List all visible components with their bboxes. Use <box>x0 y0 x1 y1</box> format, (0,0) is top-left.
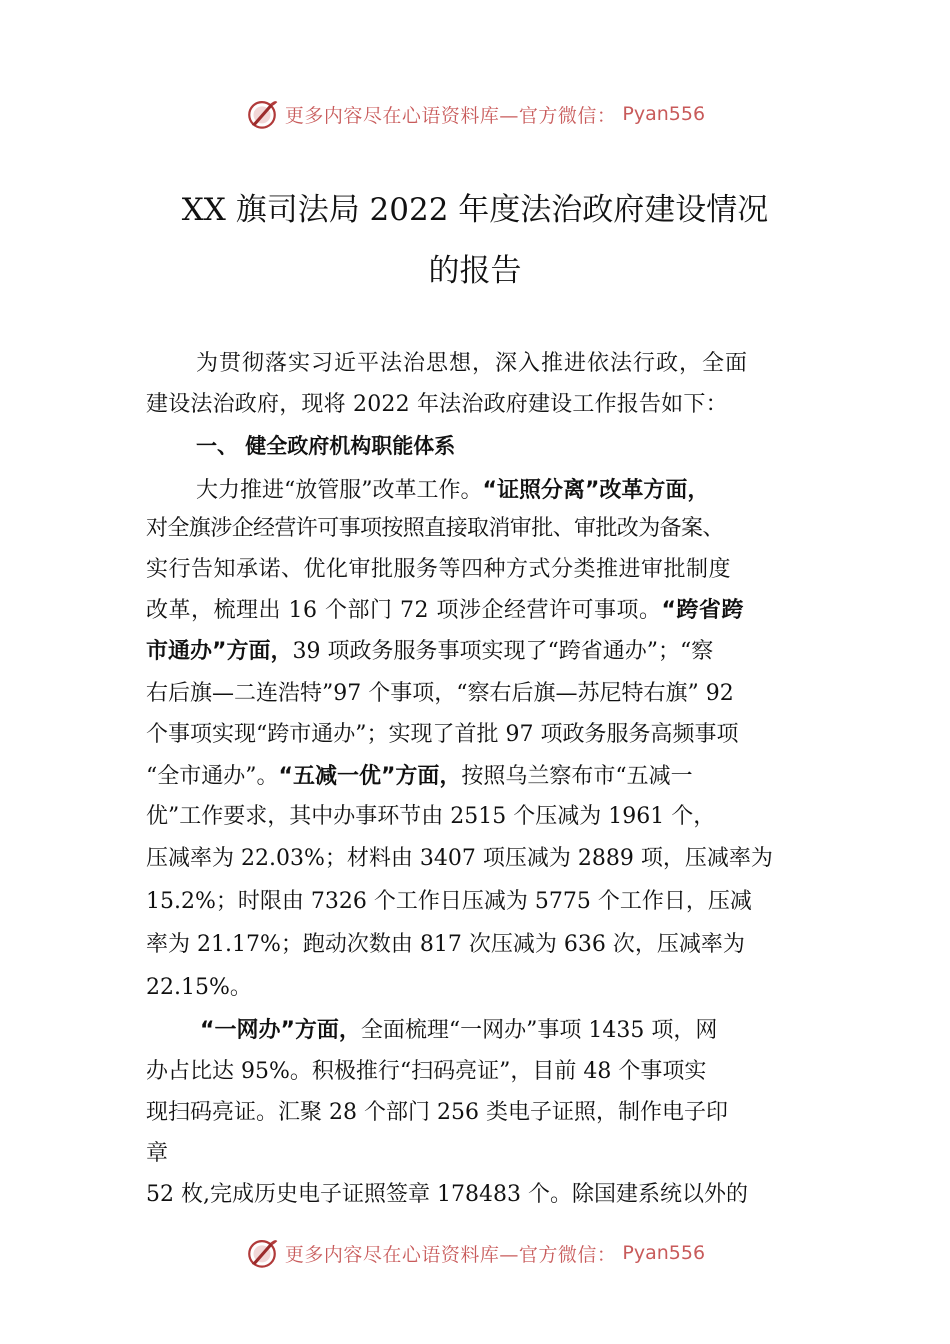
document-title-line-2: 的报告 <box>428 253 522 289</box>
body-line: 对全旗涉企经营许可事项按照直接取消审批、审批改为备案、 <box>146 516 724 541</box>
body-line: 实行告知承诺、优化审批服务等四种方式分类推进审批制度 <box>146 557 732 582</box>
body-line: 建设法治政府，现将 2022 年法治政府建设工作报告如下： <box>146 392 728 417</box>
body-line: 改革，梳理出 16 个部门 72 项涉企经营许可事项。“跨省跨 <box>146 598 744 623</box>
body-line: “一网办”方面，全面梳理“一网办”事项 1435 项，网 <box>200 1018 718 1043</box>
quill-seal-icon <box>245 97 279 131</box>
watermark-text: 更多内容尽在心语资料库—官方微信： <box>284 104 617 127</box>
bold-phrase: “证照分离”改革方面， <box>482 478 710 503</box>
body-line: 率为 21.17%；跑动次数由 817 次压减为 636 次，压减率为 <box>146 932 745 957</box>
body-line: 为贯彻落实习近平法治思想，深入推进依法行政，全面 <box>196 351 749 376</box>
section-heading: 一、 健全政府机构职能体系 <box>196 434 456 458</box>
watermark-handle: Pyan556 <box>622 1242 706 1264</box>
body-line: “全市通办”。“五减一优”方面，按照乌兰察布市“五减一 <box>146 764 693 789</box>
body-line: 52 枚,完成历史电子证照签章 178483 个。除国建系统以外的 <box>146 1182 748 1207</box>
quill-seal-icon <box>245 1236 279 1270</box>
body-line: 办占比达 95%。积极推行“扫码亮证”，目前 48 个事项实 <box>146 1059 707 1084</box>
body-line: 市通办”方面，39 项政务服务事项实现了“跨省通办”；“察 <box>146 639 714 664</box>
body-line: 个事项实现“跨市通办”；实现了首批 97 项政务服务高频事项 <box>146 722 739 747</box>
bold-phrase: “一网办”方面， <box>200 1018 361 1043</box>
document-title-line-1: XX 旗司法局 2022 年度法治政府建设情况 <box>181 192 769 228</box>
watermark-text: 更多内容尽在心语资料库—官方微信： <box>284 1243 617 1266</box>
body-line: 压减率为 22.03%；材料由 3407 项压减为 2889 项，压减率为 <box>146 846 773 871</box>
body-line: 15.2%；时限由 7326 个工作日压减为 5775 个工作日，压减 <box>146 889 752 914</box>
body-line: 优”工作要求，其中办事环节由 2515 个压减为 1961 个， <box>146 804 716 829</box>
body-line: 右后旗—二连浩特”97 个事项，“察右后旗—苏尼特右旗” 92 <box>146 681 734 706</box>
bold-phrase: “跨省跨 <box>661 598 744 623</box>
body-line: 大力推进“放管服”改革工作。“证照分离”改革方面， <box>196 478 710 503</box>
bold-phrase: 市通办”方面， <box>146 639 293 664</box>
body-line: 现扫码亮证。汇聚 28 个部门 256 类电子证照，制作电子印 <box>146 1100 728 1125</box>
watermark-handle: Pyan556 <box>622 103 706 125</box>
body-line: 22.15%。 <box>146 975 252 1000</box>
header-watermark <box>0 94 950 134</box>
bold-phrase: “五减一优”方面， <box>278 764 462 789</box>
body-line: 章 <box>146 1141 169 1166</box>
footer-watermark <box>0 1233 950 1273</box>
